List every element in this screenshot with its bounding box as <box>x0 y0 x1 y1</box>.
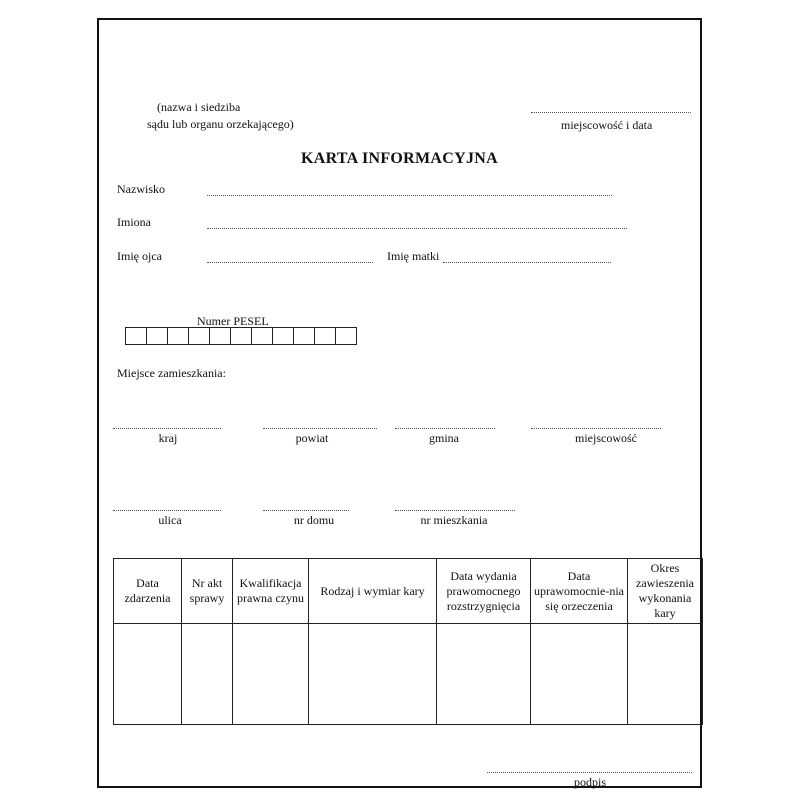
house-number-field[interactable] <box>263 510 349 511</box>
table-cell[interactable] <box>233 624 309 725</box>
district-label: powiat <box>295 431 329 445</box>
district-field[interactable] <box>263 428 377 429</box>
pesel-digit-box[interactable] <box>125 327 147 345</box>
table-cell[interactable] <box>531 624 628 725</box>
table-row <box>114 624 703 725</box>
table-cell[interactable] <box>628 624 703 725</box>
pesel-digit-box[interactable] <box>272 327 294 345</box>
mother-name-label: Imię matki <box>387 249 440 263</box>
pesel-digit-box[interactable] <box>167 327 189 345</box>
pesel-label: Numer PESEL <box>197 314 269 328</box>
house-number-label: nr domu <box>293 513 335 527</box>
surname-field[interactable] <box>207 195 612 196</box>
pesel-field[interactable] <box>125 327 357 345</box>
names-field[interactable] <box>207 228 627 229</box>
records-table <box>113 558 703 725</box>
form-sheet <box>97 18 702 788</box>
surname-label: Nazwisko <box>117 182 165 196</box>
locality-field[interactable] <box>531 428 661 429</box>
court-name-label-line1: (nazwa i siedziba <box>157 100 241 114</box>
pesel-digit-box[interactable] <box>251 327 273 345</box>
col-legal-qualification: Kwalifikacja prawna czynu <box>233 559 309 624</box>
pesel-digit-box[interactable] <box>209 327 231 345</box>
residence-label: Miejsce zamieszkania: <box>117 366 226 380</box>
col-penalty-type: Rodzaj i wymiar kary <box>309 559 437 624</box>
col-suspension-period: Okres zawieszenia wykonania kary <box>628 559 703 624</box>
father-name-field[interactable] <box>207 262 373 263</box>
col-finality-date: Data uprawomocnie-nia się orzeczenia <box>531 559 628 624</box>
pesel-digit-box[interactable] <box>293 327 315 345</box>
table-header-row <box>114 559 703 624</box>
pesel-digit-box[interactable] <box>146 327 168 345</box>
father-name-label: Imię ojca <box>117 249 162 263</box>
col-event-date: Data zdarzenia <box>114 559 182 624</box>
place-date-line[interactable] <box>531 112 691 113</box>
pesel-digit-box[interactable] <box>230 327 252 345</box>
street-field[interactable] <box>113 510 221 511</box>
signature-line[interactable] <box>487 772 692 773</box>
pesel-digit-box[interactable] <box>314 327 336 345</box>
street-label: ulica <box>158 513 182 527</box>
signature-label: podpis <box>574 775 607 789</box>
municipality-label: gmina <box>429 431 459 445</box>
mother-name-field[interactable] <box>443 262 611 263</box>
place-date-label: miejscowość i data <box>561 118 653 132</box>
country-label: kraj <box>158 431 178 445</box>
table-cell[interactable] <box>182 624 233 725</box>
municipality-field[interactable] <box>395 428 495 429</box>
table-cell[interactable] <box>437 624 531 725</box>
names-label: Imiona <box>117 215 151 229</box>
table-cell[interactable] <box>309 624 437 725</box>
col-ruling-date: Data wydania prawomocnego rozstrzygnięcia <box>437 559 531 624</box>
country-field[interactable] <box>113 428 221 429</box>
apartment-number-label: nr mieszkania <box>420 513 488 527</box>
table-cell[interactable] <box>114 624 182 725</box>
court-name-label-line2: sądu lub organu orzekającego) <box>147 117 294 131</box>
col-case-number: Nr akt sprawy <box>182 559 233 624</box>
apartment-number-field[interactable] <box>395 510 515 511</box>
pesel-digit-box[interactable] <box>188 327 210 345</box>
pesel-digit-box[interactable] <box>335 327 357 345</box>
locality-label: miejscowość <box>575 431 637 445</box>
form-title: KARTA INFORMACYJNA <box>301 150 498 167</box>
